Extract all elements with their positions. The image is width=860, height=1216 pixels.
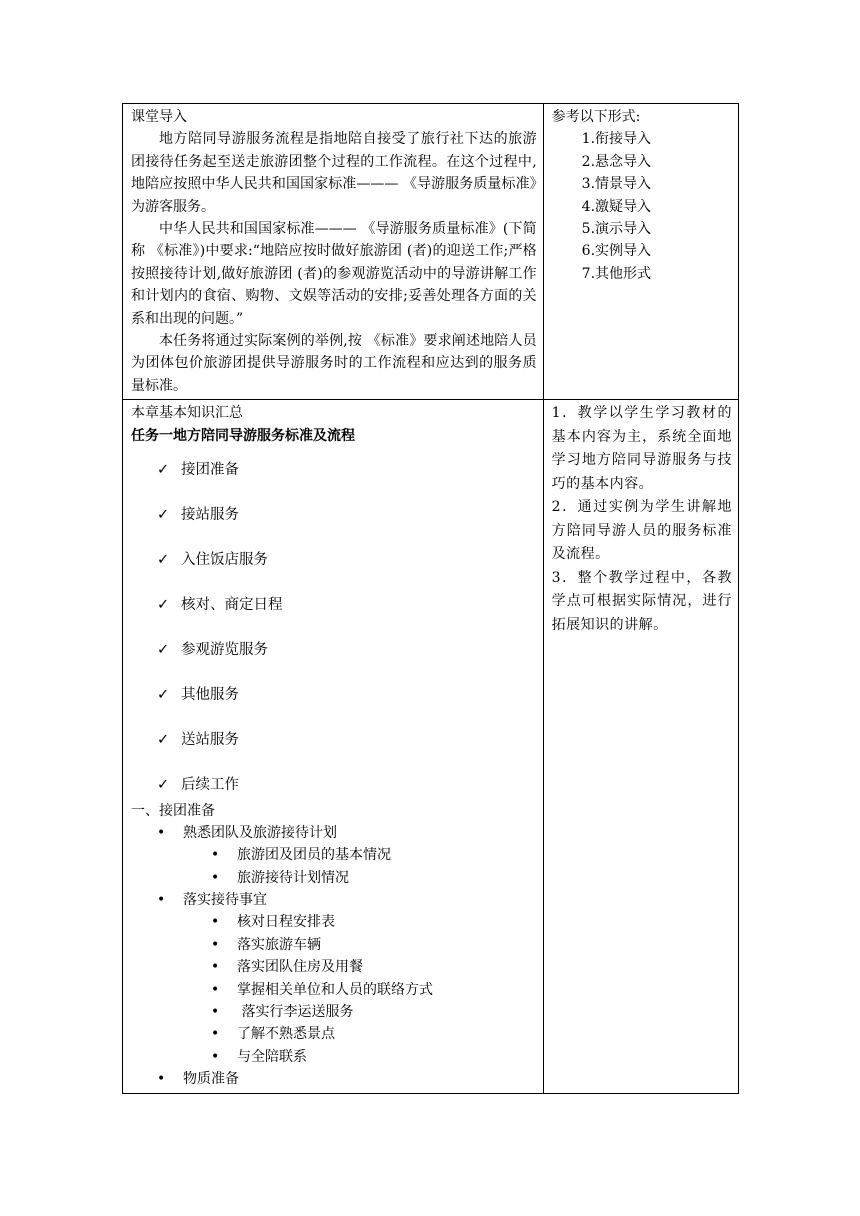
intro-paragraph-1: 地方陪同导游服务流程是指地陪自接受了旅行社下达的旅游团接待任务起至送走旅游团整个过程的工作流程。在这个过程中,地陪应按照中华人民共和国国家标准——— 《导游服务质量标准》为游客服务。 [131,131,537,215]
outline-item [131,889,537,911]
outline-subitem [131,934,537,956]
lesson-plan-table [122,103,739,1094]
check-icon: ✓ [157,596,170,613]
checklist-label: 送站服务 [181,731,239,748]
checklist-item [131,459,537,504]
checklist-label: 接站服务 [181,506,239,523]
form-item: 3.情景导入 [581,176,652,193]
checklist-item [131,729,537,774]
outline-label: 熟悉团队及旅游接待计划 [183,824,337,841]
intro-cell [123,104,544,400]
outline-sublabel: 核对日程安排表 [237,914,335,931]
intro-forms-cell [543,104,738,400]
teaching-note: 3．整个教学过程中，各教学点可根据实际情况，进行拓展知识的讲解。 [551,569,732,633]
checklist-label: 核对、商定日程 [181,596,283,613]
outline-item [131,822,537,844]
bullet-icon: • [211,1048,220,1065]
task-title: 任务一地方陪同导游服务标准及流程 [131,427,355,444]
teaching-note: 1．教学以学生学习教材的基本内容为主，系统全面地学习地方陪同导游服务与技巧的基本内容。 [551,405,732,492]
bullet-icon: • [157,891,166,908]
form-item: 1.衔接导入 [581,131,652,148]
check-icon: ✓ [157,551,170,568]
checklist-label: 其他服务 [181,686,239,703]
checklist-label: 入住饭店服务 [181,551,268,568]
intro-heading: 课堂导入 [131,109,187,125]
forms-heading: 参考以下形式: [551,109,641,125]
check-icon: ✓ [157,686,170,703]
outline-subitem [131,1001,537,1023]
checklist-item [131,774,537,798]
bullet-icon: • [211,1026,220,1043]
checklist-label: 后续工作 [181,776,239,793]
bullet-icon: • [211,1003,220,1020]
outline-label: 落实接待事宜 [183,891,267,908]
checklist-item [131,504,537,549]
outline-subitem [131,1046,537,1068]
outline-subitem [131,1023,537,1045]
form-item: 2.悬念导入 [581,153,652,170]
form-item: 6.实例导入 [581,243,652,260]
forms-list [552,128,732,285]
outline-sublabel: 落实旅游车辆 [237,936,321,953]
check-icon: ✓ [157,776,170,793]
check-icon: ✓ [157,641,170,658]
bullet-icon: • [211,936,220,953]
checklist-item [131,684,537,729]
intro-row [123,104,739,400]
bullet-icon: • [211,959,220,976]
outline-label: 物质准备 [183,1071,239,1088]
bullet-icon: • [211,869,220,886]
outline-sublabel: 落实行李运送服务 [237,1003,354,1020]
form-item: 7.其他形式 [581,265,652,282]
outline-sublabel: 旅游团及团员的基本情况 [237,847,391,864]
outline-sublabel: 旅游接待计划情况 [237,869,349,886]
bullet-icon: • [157,824,166,841]
form-item: 5.演示导入 [581,221,652,238]
outline-sublabel: 掌握相关单位和人员的联络方式 [237,981,433,998]
teaching-note: 2．通过实例为学生讲解地方陪同导游人员的服务标准及流程。 [551,499,732,563]
intro-paragraph-2: 中华人民共和国国家标准——— 《导游服务质量标准》(下简称 《标准》)中要求:“地陪应按时做好旅游团 (者)的迎送工作;严格按照接待计划,做好旅游团 (者)的参观游览活动中的导游讲解工作和计划内的食宿、购物、文娱等活动的安排;妥善处理各方面的关系和出现的问题。” [131,221,537,327]
outline-sublabel: 落实团队住房及用餐 [237,959,363,976]
checklist-item [131,549,537,594]
summary-heading: 本章基本知识汇总 [131,405,243,422]
outline-subitem [131,956,537,978]
bullet-icon: • [157,1071,166,1088]
bullet-icon: • [211,981,220,998]
check-icon: ✓ [157,731,170,748]
outline-item [131,1068,537,1090]
outline-subitem [131,867,537,889]
checklist-item [131,594,537,639]
outline-sublabel: 与全陪联系 [237,1048,307,1065]
summary-row [123,400,739,1093]
outline-subitem [131,911,537,933]
checklist-item [131,639,537,684]
section-title: 一、接团准备 [131,802,215,819]
outline-subitem [131,844,537,866]
checklist-label: 接团准备 [181,461,239,478]
intro-paragraph-3: 本任务将通过实际案例的举例,按 《标准》要求阐述地陪人员为团体包价旅游团提供导游服务时的工作流程和应达到的服务质量标准。 [131,333,537,394]
bullet-icon: • [211,847,220,864]
teaching-notes-cell [543,400,738,1093]
check-icon: ✓ [157,506,170,523]
checklist-label: 参观游览服务 [181,641,268,658]
summary-cell [123,400,544,1093]
outline-sublabel: 了解不熟悉景点 [237,1026,335,1043]
form-item: 4.激疑导入 [581,198,652,215]
outline-subitem [131,979,537,1001]
bullet-icon: • [211,914,220,931]
check-icon: ✓ [157,461,170,478]
